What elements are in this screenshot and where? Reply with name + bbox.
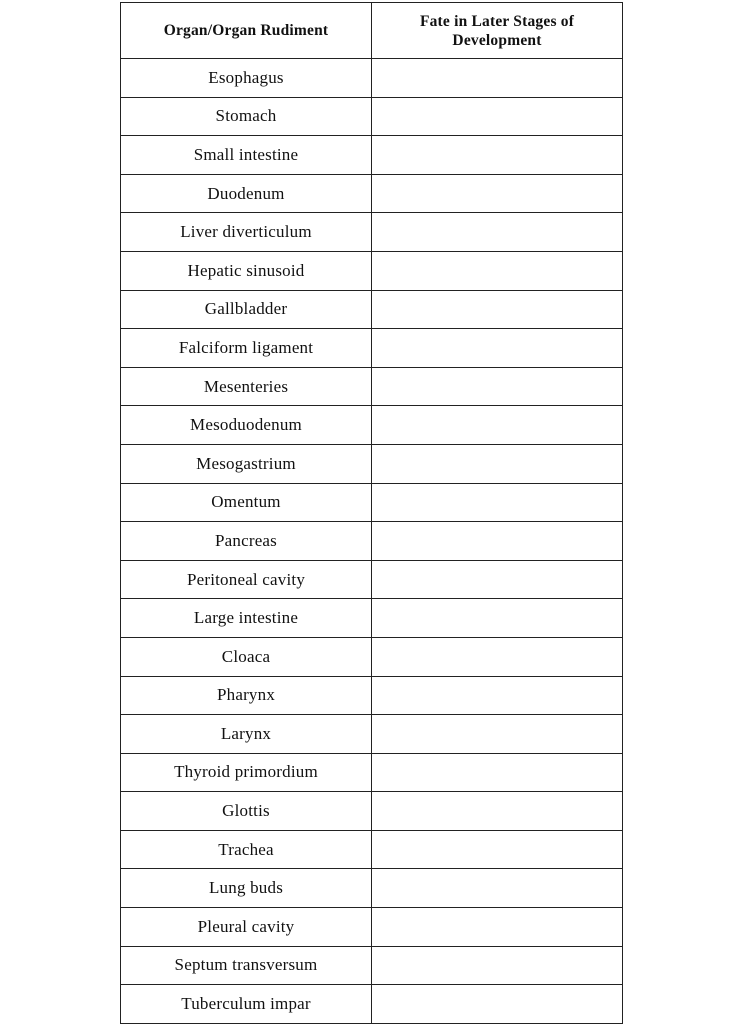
organ-cell: Cloaca [121, 637, 372, 676]
table-row [121, 59, 623, 98]
organ-fate-worksheet [120, 2, 622, 1024]
table-row [121, 444, 623, 483]
organ-cell: Trachea [121, 830, 372, 869]
table-row [121, 97, 623, 136]
header-fate: Fate in Later Stages of Development [372, 3, 623, 59]
organ-cell: Thyroid primordium [121, 753, 372, 792]
fate-answer-cell[interactable] [372, 522, 623, 561]
organ-cell: Lung buds [121, 869, 372, 908]
organ-cell: Omentum [121, 483, 372, 522]
organ-cell: Septum transversum [121, 946, 372, 985]
fate-answer-cell[interactable] [372, 753, 623, 792]
fate-answer-cell[interactable] [372, 637, 623, 676]
table-row [121, 560, 623, 599]
table-row [121, 792, 623, 831]
table-row [121, 676, 623, 715]
table-row [121, 367, 623, 406]
table-row [121, 715, 623, 754]
fate-answer-cell[interactable] [372, 251, 623, 290]
organ-cell: Pleural cavity [121, 908, 372, 947]
table-row [121, 985, 623, 1024]
table-row [121, 946, 623, 985]
organ-cell: Falciform ligament [121, 329, 372, 368]
fate-answer-cell[interactable] [372, 213, 623, 252]
organ-cell: Hepatic sinusoid [121, 251, 372, 290]
fate-answer-cell[interactable] [372, 406, 623, 445]
organ-cell: Stomach [121, 97, 372, 136]
table-row [121, 290, 623, 329]
organ-cell: Mesenteries [121, 367, 372, 406]
organ-cell: Pancreas [121, 522, 372, 561]
table-row [121, 174, 623, 213]
fate-answer-cell[interactable] [372, 329, 623, 368]
fate-answer-cell[interactable] [372, 367, 623, 406]
fate-answer-cell[interactable] [372, 869, 623, 908]
organ-cell: Mesoduodenum [121, 406, 372, 445]
fate-answer-cell[interactable] [372, 483, 623, 522]
organ-fate-table [120, 2, 623, 1024]
table-row [121, 213, 623, 252]
fate-answer-cell[interactable] [372, 174, 623, 213]
table-header-row [121, 3, 623, 59]
table-row [121, 483, 623, 522]
table-row [121, 599, 623, 638]
fate-answer-cell[interactable] [372, 715, 623, 754]
organ-cell: Large intestine [121, 599, 372, 638]
table-body [121, 59, 623, 1024]
organ-cell: Pharynx [121, 676, 372, 715]
fate-answer-cell[interactable] [372, 946, 623, 985]
fate-answer-cell[interactable] [372, 560, 623, 599]
fate-answer-cell[interactable] [372, 136, 623, 175]
table-row [121, 830, 623, 869]
fate-answer-cell[interactable] [372, 676, 623, 715]
header-organ: Organ/Organ Rudiment [121, 3, 372, 59]
organ-cell: Liver diverticulum [121, 213, 372, 252]
organ-cell: Duodenum [121, 174, 372, 213]
fate-answer-cell[interactable] [372, 830, 623, 869]
organ-cell: Gallbladder [121, 290, 372, 329]
fate-answer-cell[interactable] [372, 290, 623, 329]
table-row [121, 136, 623, 175]
table-row [121, 522, 623, 561]
organ-cell: Mesogastrium [121, 444, 372, 483]
organ-cell: Glottis [121, 792, 372, 831]
table-row [121, 753, 623, 792]
fate-answer-cell[interactable] [372, 599, 623, 638]
organ-cell: Small intestine [121, 136, 372, 175]
organ-cell: Larynx [121, 715, 372, 754]
fate-answer-cell[interactable] [372, 59, 623, 98]
fate-answer-cell[interactable] [372, 985, 623, 1024]
table-row [121, 329, 623, 368]
organ-cell: Peritoneal cavity [121, 560, 372, 599]
organ-cell: Esophagus [121, 59, 372, 98]
fate-answer-cell[interactable] [372, 792, 623, 831]
table-row [121, 908, 623, 947]
table-row [121, 637, 623, 676]
fate-answer-cell[interactable] [372, 97, 623, 136]
table-row [121, 251, 623, 290]
table-row [121, 406, 623, 445]
fate-answer-cell[interactable] [372, 908, 623, 947]
table-row [121, 869, 623, 908]
organ-cell: Tuberculum impar [121, 985, 372, 1024]
fate-answer-cell[interactable] [372, 444, 623, 483]
